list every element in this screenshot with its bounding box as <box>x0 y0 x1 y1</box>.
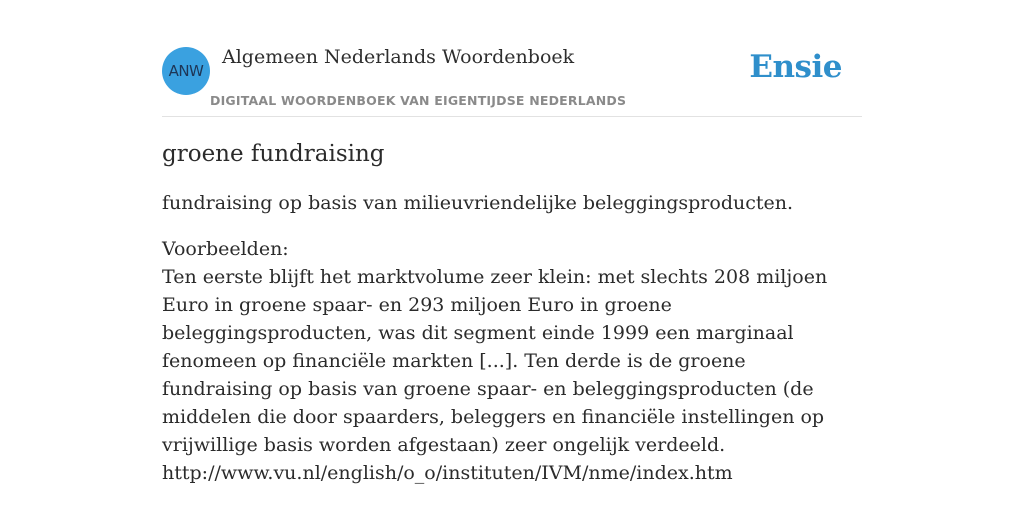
example-quote: Ten eerste blijft het marktvolume zeer klein: met slechts 208 miljoen Euro in groene spaar- en 293 miljoen Euro in groene beleggingsproducten, was dit segment einde 1999 een marginaal fenomeen op financiële markten [...]. Ten derde is de groene fundraising op basis van groene spaar- en beleggingsproducten (de middelen die door spaarders, beleggers en financiële instellingen op vrijwillige basis worden afgestaan) zeer ongelijk verdeeld. <box>162 266 828 456</box>
entry-term: groene fundraising <box>162 141 385 167</box>
site-header <box>162 40 862 117</box>
example-source-url: http://www.vu.nl/english/o_o/instituten/IVM/nme/index.htm <box>162 462 733 484</box>
examples-block <box>162 235 862 487</box>
anw-logo[interactable]: ANW <box>162 47 210 95</box>
entry-content <box>162 139 862 487</box>
ensie-brand-logo[interactable]: Ensie <box>749 49 842 85</box>
examples-label: Voorbeelden: <box>162 238 289 260</box>
site-title[interactable]: Algemeen Nederlands Woordenboek <box>222 46 575 68</box>
site-subtitle: DIGITAAL WOORDENBOEK VAN EIGENTIJDSE NEDERLANDS <box>210 93 627 108</box>
entry-definition: fundraising op basis van milieuvriendelijke beleggingsproducten. <box>162 192 794 214</box>
